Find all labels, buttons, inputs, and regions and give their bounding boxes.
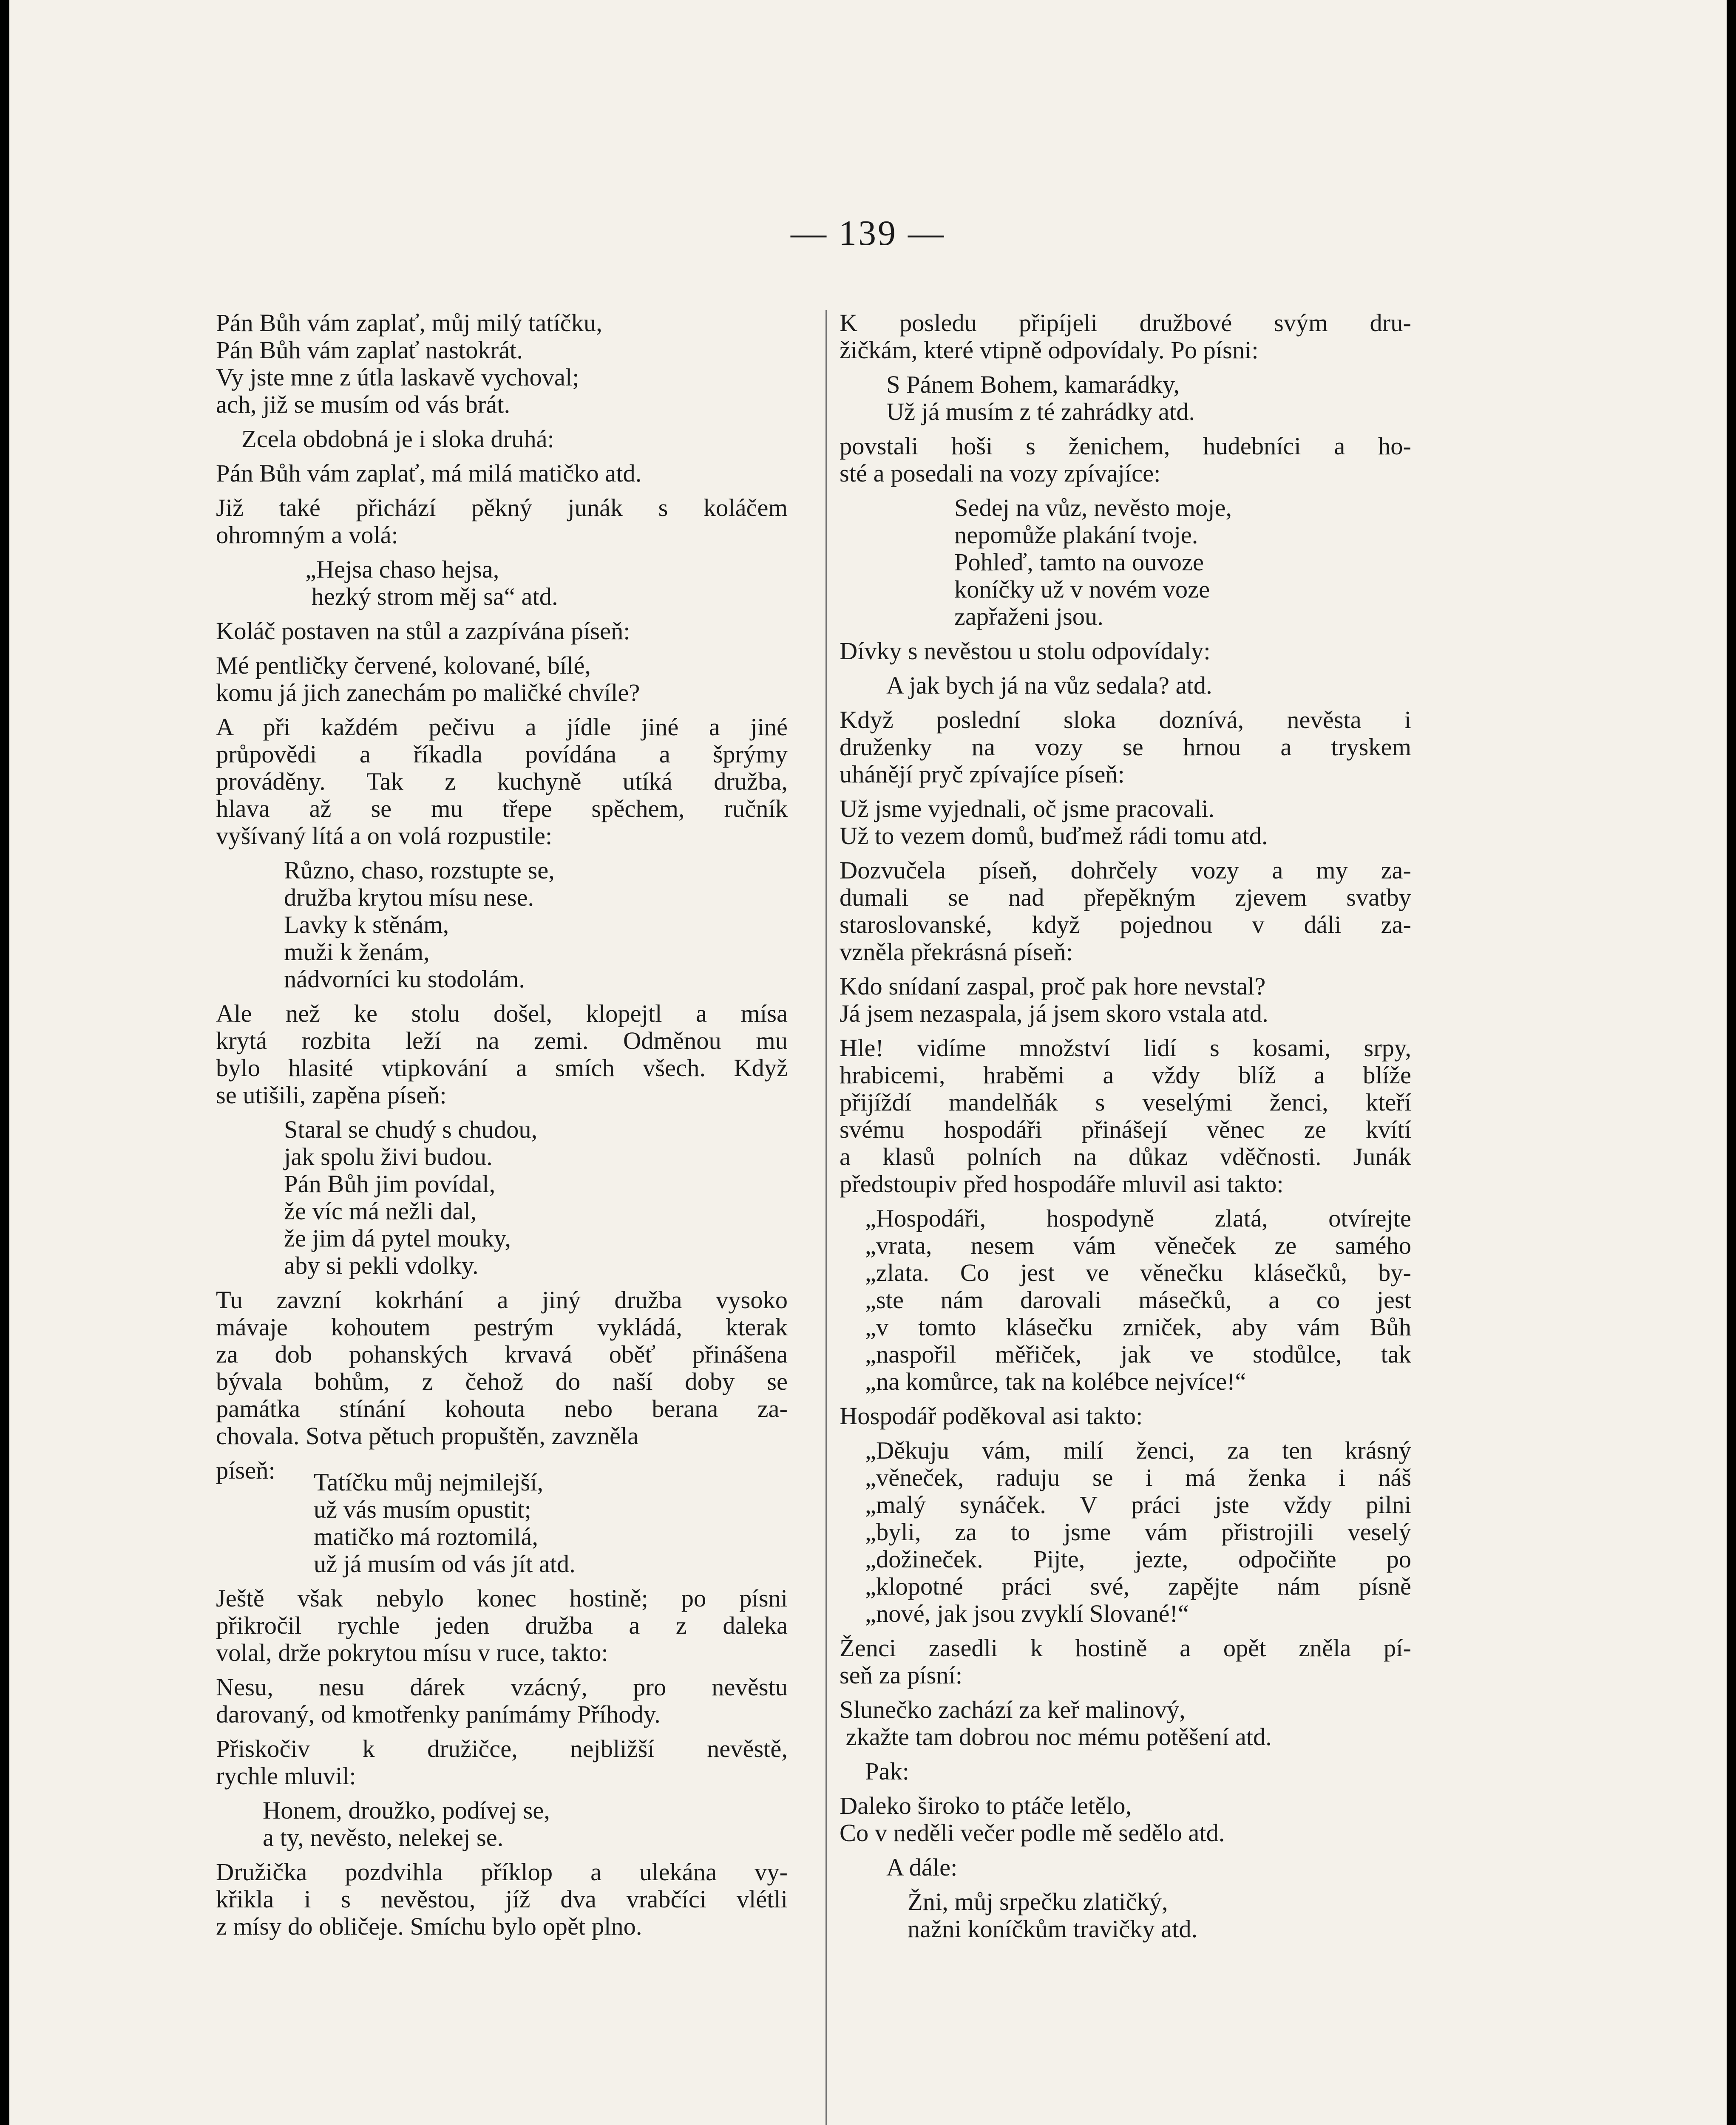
text-line: Již také přichází pěkný junák s koláčem: [216, 494, 788, 521]
text-line: „v tomto klásečku zrniček, aby vám Bůh: [865, 1313, 1411, 1341]
paragraph-text: [840, 706, 1411, 788]
text-line: „dožineček. Pijte, jezte, odpočiňte po: [865, 1545, 1411, 1573]
paragraph-text: [216, 1286, 788, 1450]
right-column: [840, 309, 1411, 1950]
text-line: krytá rozbita leží na zemi. Odměnou mu: [216, 1027, 788, 1054]
paragraph-text: [216, 714, 788, 850]
paragraph: [840, 433, 1411, 487]
text-line: darovaný, od kmotřenky panímámy Příhody.: [216, 1700, 661, 1728]
text-line: přikročil rychle jeden družba a z daleka: [216, 1612, 788, 1639]
text-line: žičkám, které vtipně odpovídaly. Po písni:: [840, 336, 1259, 364]
verse-block: Sedej na vůz, nevěsto moje, nepomůže plakání tvoje. Pohleď, tamto na ouvoze koníčky už v novém voze zapřaženi jsou.: [954, 494, 1232, 630]
text-line: „nové, jak jsou zvyklí Slované!“: [865, 1600, 1189, 1627]
text-line: rychle mluvil:: [216, 1762, 356, 1790]
paragraph-text: [840, 857, 1411, 966]
text-line: Přiskočiv k družičce, nejbližší nevěstě,: [216, 1735, 788, 1762]
verse-block: Daleko široko to ptáče letělo, Co v neděli večer podle mě sedělo atd.: [840, 1792, 1225, 1847]
verse-block: Dívky s nevěstou u stolu odpovídaly:: [840, 637, 1211, 665]
text-line: uhánějí pryč zpívajíce píseň:: [840, 760, 1125, 788]
text-line: bývala bohům, z čehož do naší doby se: [216, 1368, 788, 1395]
verse-block: Honem, droužko, podívej se, a ty, nevěsto, nelekej se.: [263, 1796, 550, 1851]
paragraph-text: [216, 1735, 788, 1790]
verse-block: Mé pentličky červené, kolované, bílé, komu já jich zanechám po maličké chvíle?: [216, 652, 640, 706]
paragraph: [216, 714, 788, 850]
text-line: volal, drže pokrytou mísu v ruce, takto:: [216, 1639, 608, 1666]
paragraph: [840, 706, 1411, 788]
paragraph: [840, 1034, 1411, 1198]
text-line: průpovědi a říkadla povídána a šprýmy: [216, 740, 788, 768]
verse-block: Hospodář poděkoval asi takto:: [840, 1402, 1143, 1430]
text-line: prováděny. Tak z kuchyně utíká družba,: [216, 768, 788, 795]
verse-block: Kdo snídaní zaspal, proč pak hore nevstal? Já jsem nezaspala, já jsem skoro vstala atd.: [840, 972, 1268, 1027]
text-line: Ženci zasedli k hostině a opět zněla pí-: [840, 1634, 1411, 1662]
text-line: se utišili, zapěna píseň:: [216, 1081, 447, 1109]
text-line: Nesu, nesu dárek vzácný, pro nevěstu: [216, 1673, 788, 1701]
text-line: Když poslední sloka doznívá, nevěsta i: [840, 706, 1411, 734]
text-line: Hle! vidíme množství lidí s kosami, srpy,: [840, 1034, 1411, 1062]
paragraph: [840, 1205, 1411, 1395]
text-line: svému hospodáři přinášejí věnec ze kvítí: [840, 1116, 1411, 1143]
text-line: „naspořil měřiček, jak ve stodůlce, tak: [865, 1340, 1411, 1368]
verse-block: „Hejsa chaso hejsa, hezký strom měj sa“ atd.: [305, 555, 558, 610]
verse-block: Pán Bůh vám zaplať, má milá matičko atd.: [216, 459, 642, 487]
verse-block: A jak bych já na vůz sedala? atd.: [886, 672, 1212, 699]
text-line: hrabicemi, hraběmi a vždy blíž a blíže: [840, 1061, 1411, 1089]
text-line: Ještě však nebylo konec hostině; po písni: [216, 1584, 788, 1612]
text-line: druženky na vozy se hrnou a tryskem: [840, 733, 1411, 761]
text-line: předstoupiv před hospodáře mluvil asi takto:: [840, 1170, 1284, 1198]
paragraph: [216, 494, 788, 549]
text-line: „ste nám darovali másečků, a co jest: [865, 1286, 1411, 1314]
verse-block: Žni, můj srpečku zlatičký, nažni koníčkům travičky atd.: [908, 1888, 1198, 1943]
paragraph-text: [840, 1034, 1411, 1198]
verse-with-lead: [216, 1457, 788, 1578]
text-line: „byli, za to jsme vám přistrojili veselý: [865, 1518, 1411, 1546]
paragraph-text: [840, 1635, 1411, 1689]
verse-block: S Pánem Bohem, kamarádky, Už já musím z té zahrádky atd.: [886, 371, 1195, 425]
paragraph-text: [865, 1437, 1411, 1627]
verse-block: Pán Bůh vám zaplať, můj milý tatíčku, Pán Bůh vám zaplať nastokrát. Vy jste mne z útla laskavě vychoval; ach, již se musím od vás brát.: [216, 309, 602, 418]
lead-label: píseň:: [216, 1456, 275, 1484]
verse-block: Slunečko zachází za keř malinový, zkažte tam dobrou noc mému potěšení atd.: [840, 1696, 1272, 1751]
text-line: „věneček, raduju se i má ženka i náš: [865, 1464, 1411, 1491]
text-line: Dozvučela píseň, dohrčely vozy a my za-: [840, 856, 1411, 884]
text-line: vzněla překrásná píseň:: [840, 938, 1073, 966]
verse-text: Tatíčku můj nejmilejší, už vás musím opustit; matičko má roztomilá, už já musím od vás jít atd.: [314, 1468, 576, 1578]
text-line: památka stínání kohouta nebo berana za-: [216, 1395, 788, 1422]
text-line: „zlata. Co jest ve věnečku klásečků, by-: [865, 1259, 1411, 1286]
paragraph: [216, 1859, 788, 1940]
text-line: dumali se nad přepěkným zjevem svatby: [840, 884, 1411, 911]
text-line: „klopotné práci své, zapějte nám písně: [865, 1572, 1411, 1600]
text-line: „vrata, nesem vám věneček ze samého: [865, 1232, 1411, 1259]
left-column: [216, 309, 788, 1947]
paragraph-text: [840, 309, 1411, 364]
text-line: povstali hoši s ženichem, hudebníci a ho-: [840, 432, 1411, 460]
verse-block: Staral se chudý s chudou, jak spolu živi budou. Pán Bůh jim povídal, že víc má nežli dal, že jim dá pytel mouky, aby si pekli vdolky.: [284, 1116, 538, 1279]
verse-block: Různo, chaso, rozstupte se, družba krytou mísu nese. Lavky k stěnám, muži k ženám, nádvorníci ku stodolám.: [284, 856, 555, 993]
text-line: vyšívaný lítá a on volá rozpustile:: [216, 822, 553, 850]
text-line: ohromným a volá:: [216, 521, 398, 549]
column-divider: [825, 310, 827, 2125]
text-line: přijíždí mandelňák s veselými ženci, kteří: [840, 1088, 1411, 1116]
paragraph: [216, 1674, 788, 1728]
text-line: Tu zavzní kokrhání a jiný družba vysoko: [216, 1286, 788, 1314]
paragraph: [216, 1585, 788, 1666]
text-line: sté a posedali na vozy zpívajíce:: [840, 459, 1161, 487]
paragraph-text: [216, 1585, 788, 1666]
text-line: „na komůrce, tak na kolébce nejvíce!“: [865, 1368, 1246, 1395]
text-line: bylo hlasité vtipkování a smích všech. Když: [216, 1054, 788, 1082]
verse-block: Koláč postaven na stůl a zazpívána píseň:: [216, 617, 630, 645]
book-page: [9, 0, 1727, 2125]
text-line: seň za písní:: [840, 1661, 963, 1689]
text-line: A při každém pečivu a jídle jiné a jiné: [216, 713, 788, 741]
paragraph: [216, 1735, 788, 1790]
paragraph-text: [216, 494, 788, 549]
paragraph: [840, 309, 1411, 364]
verse-block: A dále:: [886, 1853, 958, 1881]
paragraph: [216, 1286, 788, 1450]
paragraph: [216, 1000, 788, 1109]
text-line: Družička pozdvihla příklop a ulekána vy-: [216, 1858, 788, 1886]
paragraph-text: [216, 1674, 788, 1728]
paragraph-text: [840, 433, 1411, 487]
page-number: — 139 —: [791, 213, 945, 253]
text-line: křikla i s nevěstou, jíž dva vrabčíci vlétli: [216, 1885, 788, 1913]
text-line: „malý synáček. V práci jste vždy pilni: [865, 1491, 1411, 1519]
text-line: staroslovanské, když pojednou v dáli za-: [840, 911, 1411, 938]
text-line: chovala. Sotva pětuch propuštěn, zavzněla: [216, 1422, 639, 1450]
paragraph: [840, 857, 1411, 966]
text-line: K posledu připíjeli družbové svým dru-: [840, 309, 1411, 337]
paragraph-text: [216, 1859, 788, 1940]
text-line: Ale než ke stolu došel, klopejtl a mísa: [216, 1000, 788, 1027]
text-line: mávaje kohoutem pestrým vykládá, kterak: [216, 1313, 788, 1341]
paragraph-text: [865, 1205, 1411, 1395]
paragraph: [840, 1437, 1411, 1627]
text-line: a klasů polních na důkaz vděčnosti. Junák: [840, 1143, 1411, 1170]
verse-block: Zcela obdobná je i sloka druhá:: [241, 425, 554, 453]
text-line: hlava až se mu třepe spěchem, ručník: [216, 795, 788, 822]
paragraph-text: [216, 1000, 788, 1109]
text-line: „Hospodáři, hospodyně zlatá, otvírejte: [865, 1204, 1411, 1232]
verse-block: Už jsme vyjednali, oč jsme pracovali. Už to vezem domů, buďmež rádi tomu atd.: [840, 795, 1268, 850]
text-line: „Děkuju vám, milí ženci, za ten krásný: [865, 1436, 1411, 1464]
text-line: z mísy do obličeje. Smíchu bylo opět plno.: [216, 1912, 642, 1940]
text-line: za dob pohanských krvavá oběť přinášena: [216, 1340, 788, 1368]
verse-block: Pak:: [865, 1757, 910, 1785]
paragraph: [840, 1635, 1411, 1689]
